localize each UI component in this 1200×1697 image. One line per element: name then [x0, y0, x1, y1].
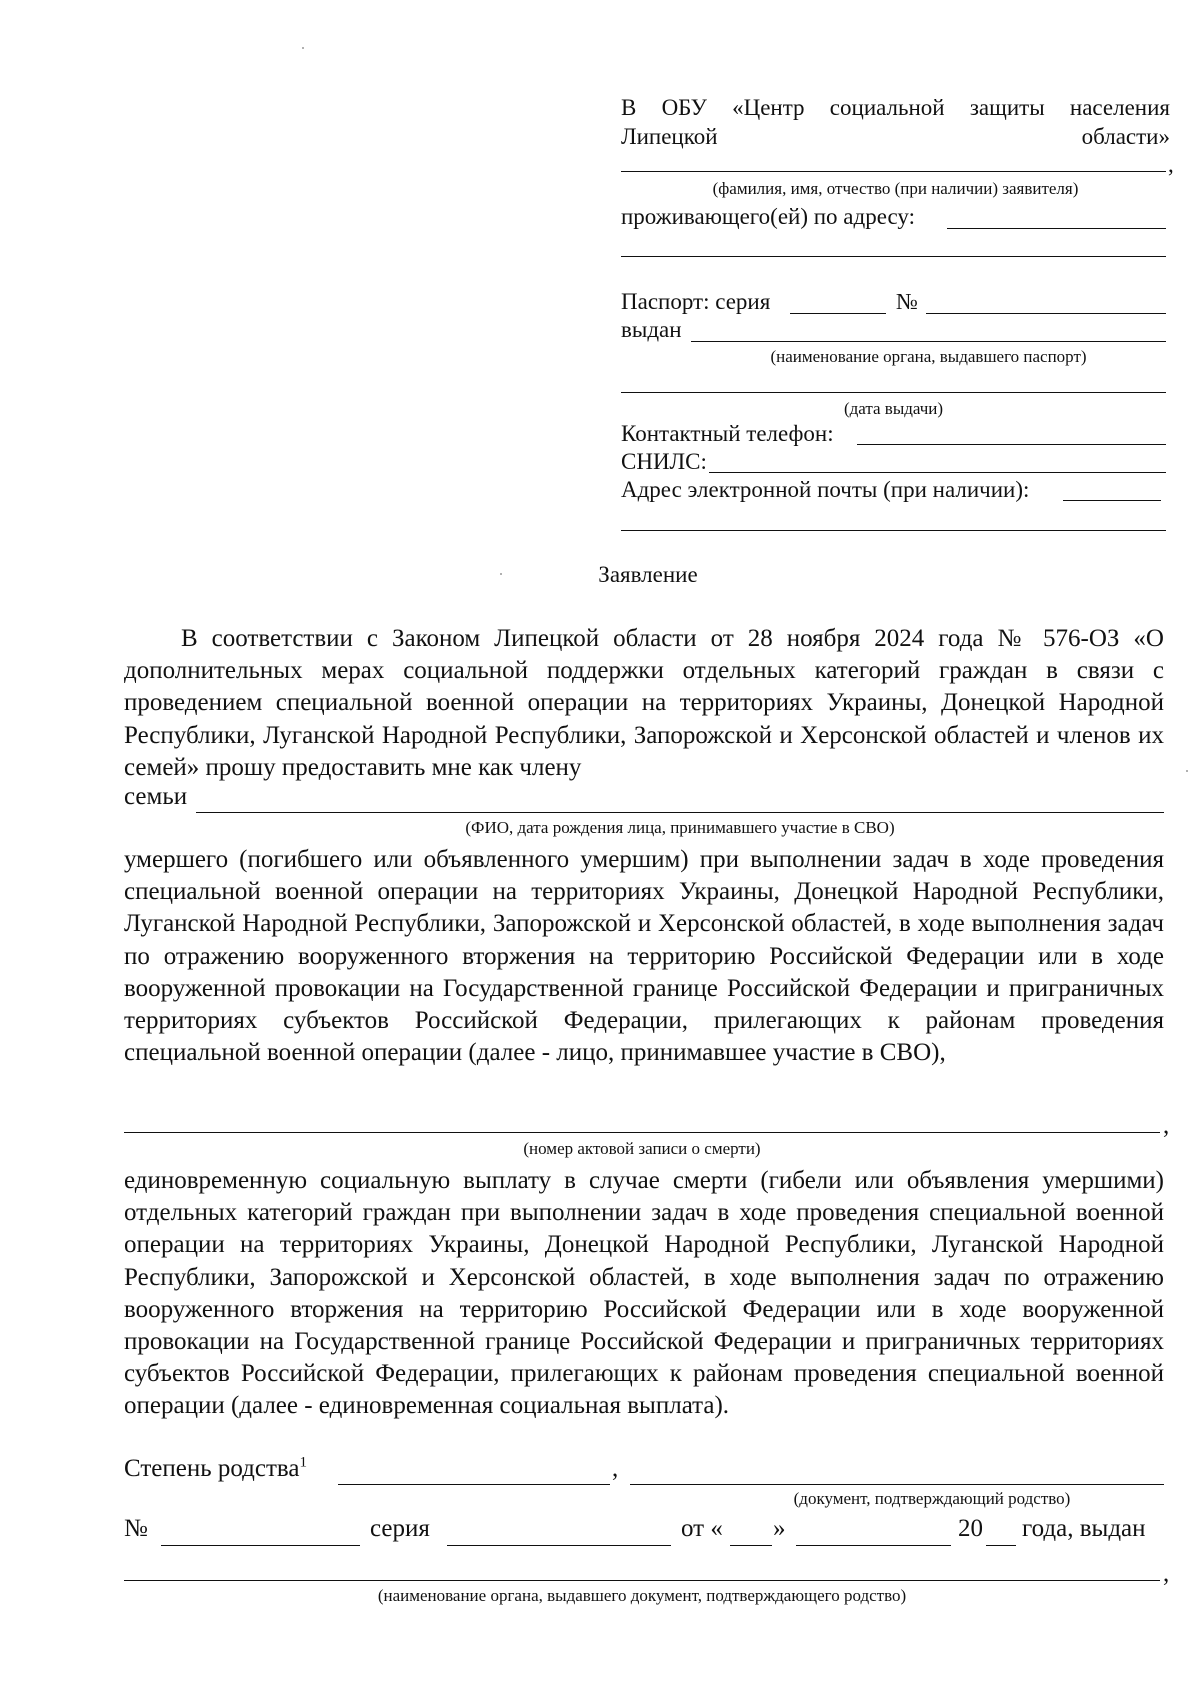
passport-issue-date-field[interactable]	[621, 392, 1166, 393]
scan-speck	[302, 47, 304, 49]
doc-date-quote-close: »	[773, 1515, 786, 1542]
snils-field[interactable]	[709, 472, 1166, 473]
email-field-line-2[interactable]	[621, 530, 1166, 531]
kinship-label	[124, 1455, 307, 1483]
address-field[interactable]	[947, 228, 1166, 229]
passport-issuer-caption: (наименование органа, выдавшего паспорт)	[770, 347, 1087, 366]
paragraph-request	[124, 623, 1164, 784]
doc-number-sign: №	[124, 1515, 148, 1542]
svo-person-caption: (ФИО, дата рождения лица, принимавшего участие в СВО)	[465, 818, 895, 837]
paragraph-payment	[124, 1165, 1164, 1423]
applicant-fio-caption: (фамилия, имя, отчество (при наличии) заявителя)	[712, 179, 1079, 198]
paragraph-circumstances	[124, 844, 1164, 1069]
scan-speck	[1186, 770, 1188, 772]
kinship-document-caption: (документ, подтверждающий родство)	[793, 1489, 1071, 1508]
passport-number-sign: №	[896, 289, 918, 314]
doc-year-suffix: года, выдан	[1022, 1515, 1146, 1542]
email-field[interactable]	[1063, 500, 1161, 501]
passport-number-field[interactable]	[926, 313, 1166, 314]
kinship-label-text: Степень родства	[124, 1455, 300, 1482]
scan-speck	[500, 573, 502, 575]
doc-month-field[interactable]	[796, 1545, 951, 1546]
kinship-footnote-mark: 1	[299, 1454, 307, 1471]
snils-label: СНИЛС:	[621, 449, 707, 474]
doc-year-prefix: 20	[958, 1515, 983, 1542]
address-label: проживающего(ей) по адресу:	[621, 204, 915, 229]
paragraph-request-text: В соответствии с Законом Липецкой области от 28 ноября 2024 года № 576-ОЗ «О дополнительных мерах социальной поддержки отдельных категорий граждан в связи с проведением специальной военной операции на территориях Украины, Донецкой Народной Республики, Луганской Народной Республики, Запорожской и Херсонской областей и членов их семей» прошу предоставить мне как члену	[124, 625, 1164, 781]
passport-issued-label: выдан	[621, 317, 682, 342]
comma: ,	[1163, 1560, 1170, 1587]
phone-label: Контактный телефон:	[621, 421, 834, 446]
death-record-field[interactable]	[124, 1132, 1160, 1133]
passport-series-field[interactable]	[790, 313, 886, 314]
passport-series-label: Паспорт: серия	[621, 289, 771, 314]
phone-field[interactable]	[857, 444, 1166, 445]
kinship-degree-field[interactable]	[338, 1484, 610, 1485]
doc-day-field[interactable]	[730, 1545, 772, 1546]
document-title: Заявление	[598, 562, 698, 587]
doc-number-field[interactable]	[161, 1545, 360, 1546]
doc-date-prefix: от «	[681, 1515, 723, 1542]
family-label: семьи	[124, 783, 188, 810]
passport-issuer-field[interactable]	[691, 341, 1166, 342]
doc-issuer-caption: (наименование органа, выдавшего документ, подтверждающего родство)	[377, 1586, 907, 1605]
paragraph-circumstances-text: умершего (погибшего или объявленного умершим) при выполнении задач в ходе проведения специальной военной операции на территориях Украины, Донецкой Народной Республики, Луганской Народной Республики, Запорожской и Херсонской областей, в ходе выполнения задач по отражению вооруженного вторжения на территорию Российской Федерации или в ходе вооруженной провокации на Государственной границе Российской Федерации и приграничных территориях субъектов Российской Федерации, прилегающих к районам проведения специальной военной операции (далее - лицо, принимавшее участие в СВО),	[124, 846, 1164, 1067]
comma: ,	[1168, 152, 1174, 177]
applicant-fio-field[interactable]	[621, 171, 1166, 172]
paragraph-payment-text: единовременную социальную выплату в случае смерти (гибели или объявления умершими) отдельных категорий граждан при выполнении задач в ходе проведения специальной военной операции на территориях Украины, Донецкой Народной Республики, Луганской Народной Республики, Запорожской и Херсонской областей, в ходе выполнения задач по отражению вооруженного вторжения на территорию Российской Федерации или в ходе вооруженной провокации на Государственной границе Российской Федерации и приграничных территориях субъектов Российской Федерации, прилегающих к районам проведения специальной военной операции (далее - единовременная социальная выплата).	[124, 1167, 1164, 1420]
kinship-document-field[interactable]	[630, 1484, 1164, 1485]
email-label: Адрес электронной почты (при наличии):	[621, 477, 1030, 502]
doc-series-label: серия	[370, 1515, 430, 1542]
doc-series-field[interactable]	[447, 1545, 671, 1546]
address-field-line-2[interactable]	[621, 256, 1166, 257]
comma: ,	[612, 1455, 619, 1482]
doc-year-field[interactable]	[986, 1545, 1016, 1546]
addressee-text: В ОБУ «Центр социальной защиты населения Липецкой области»	[621, 95, 1170, 149]
doc-issuer-field[interactable]	[124, 1580, 1160, 1581]
comma: ,	[1163, 1112, 1170, 1139]
passport-issue-date-caption: (дата выдачи)	[843, 399, 944, 418]
death-record-caption: (номер актовой записи о смерти)	[523, 1139, 761, 1158]
svo-person-field[interactable]	[196, 812, 1164, 813]
